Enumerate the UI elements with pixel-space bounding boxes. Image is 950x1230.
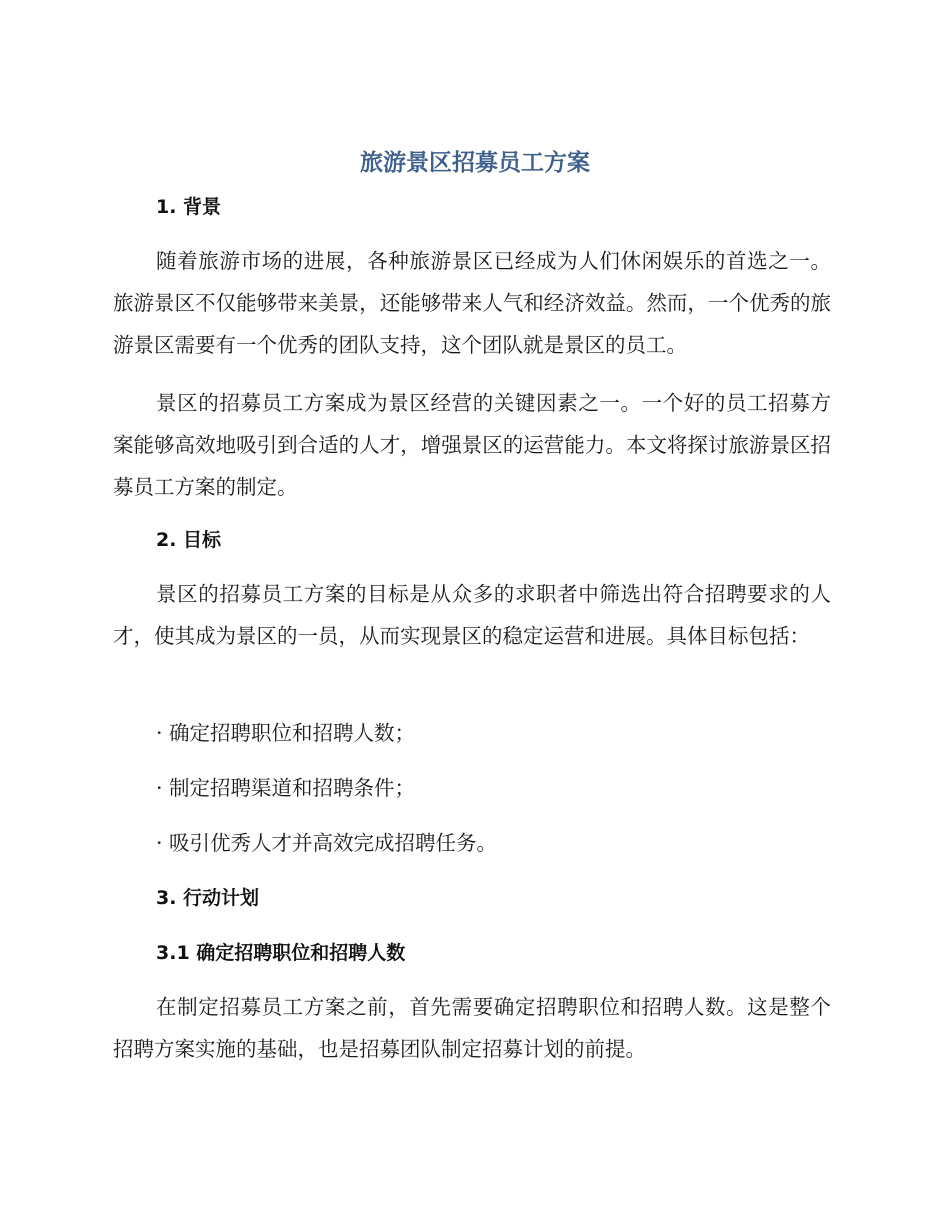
list-item: · 确定招聘职位和招聘人数； [156,721,416,745]
section-heading-background: 1. 背景 [156,196,222,218]
paragraph: 景区的招募员工方案成为景区经营的关键因素之一。一个好的员工招募方案能够高效地吸引到合适的人才，增强景区的运营能力。本文将探讨旅游景区招募员工方案的制定。 [113,391,831,499]
paragraph: 景区的招募员工方案的目标是从众多的求职者中筛选出符合招聘要求的人才，使其成为景区的一员，从而实现景区的稳定运营和进展。具体目标包括： [113,582,831,648]
subsection-heading: 3.1 确定招聘职位和招聘人数 [156,942,406,964]
list-item: · 制定招聘渠道和招聘条件； [156,776,416,800]
paragraph: 随着旅游市场的进展，各种旅游景区已经成为人们休闲娱乐的首选之一。旅游景区不仅能够带来美景，还能够带来人气和经济效益。然而，一个优秀的旅游景区需要有一个优秀的团队支持，这个团队就是景区的员工。 [113,249,831,357]
section-heading-action-plan: 3. 行动计划 [156,887,260,909]
list-item: · 吸引优秀人才并高效完成招聘任务。 [156,831,498,855]
document-title: 旅游景区招募员工方案 [360,150,590,176]
section-heading-goals: 2. 目标 [156,529,222,551]
paragraph: 在制定招募员工方案之前，首先需要确定招聘职位和招聘人数。这是整个招聘方案实施的基础，也是招募团队制定招募计划的前提。 [113,995,831,1061]
